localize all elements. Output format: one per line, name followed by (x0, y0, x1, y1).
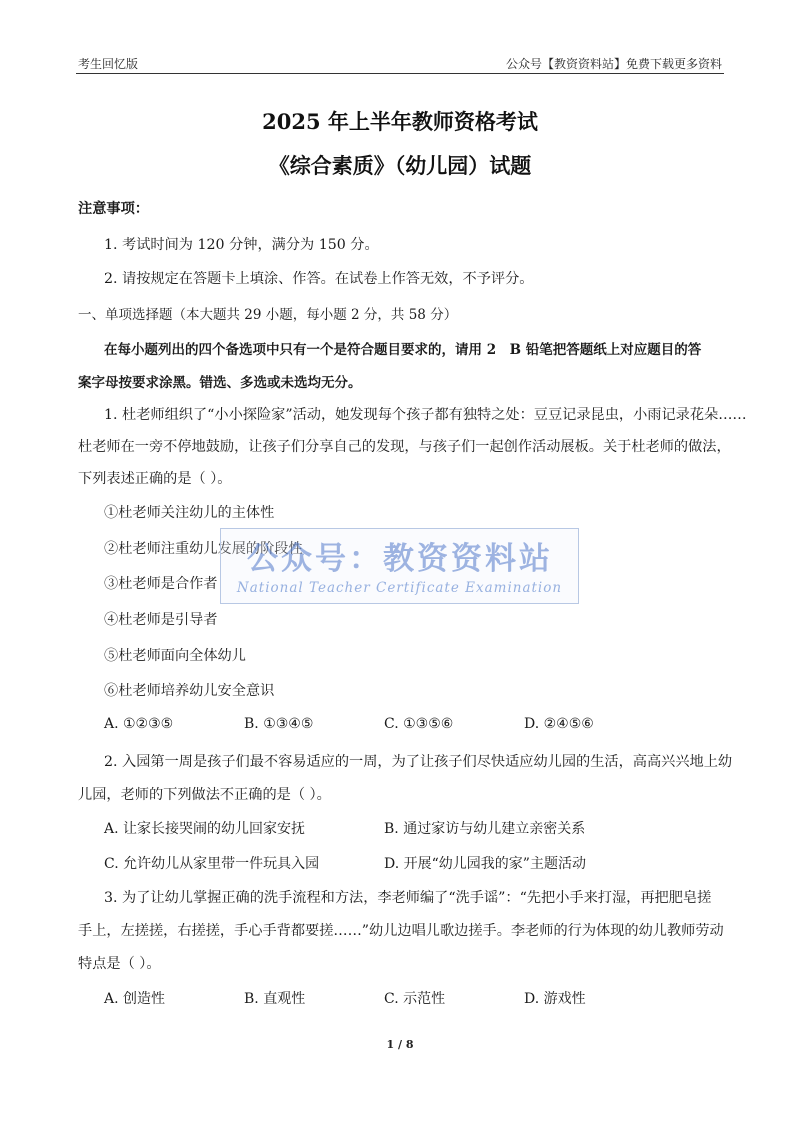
option-a: A. ①②③⑤ (104, 716, 174, 732)
section-instruction: 案字母按要求涂黑。错选、多选或未选均无分。 (78, 375, 362, 391)
option-b: B. ①③④⑤ (244, 716, 314, 732)
watermark (220, 528, 579, 604)
statement: ⑥杜老师培养幼儿安全意识 (104, 683, 275, 699)
exam-title: 2025 年上半年教师资格考试 (262, 109, 538, 134)
question-stem: 下列表述正确的是（ ）。 (78, 471, 232, 487)
statement: ②杜老师注重幼儿发展的阶段性 (104, 541, 303, 557)
header-divider (76, 73, 724, 74)
watermark-sub: National Teacher Certificate Examination (236, 580, 563, 596)
question-stem: 1. 杜老师组织了“小小探险家”活动，她发现每个孩子都有独特之处：豆豆记录昆虫，小雨记录花朵…… (104, 407, 747, 423)
question-stem: 儿园，老师的下列做法不正确的是（ ）。 (78, 787, 331, 803)
statement: ⑤杜老师面向全体幼儿 (104, 648, 246, 664)
statement: ③杜老师是合作者 (104, 576, 218, 592)
section-instruction: 在每小题列出的四个备选项中只有一个是符合题目要求的，请用 2 B 铅笔把答题纸上对应题目的答 (104, 342, 702, 358)
option-c: C. ①③⑤⑥ (384, 716, 454, 732)
notice-heading: 注意事项： (78, 201, 149, 217)
question-stem: 3. 为了让幼儿掌握正确的洗手流程和方法，李老师编了“洗手谣”：“先把小手来打湿，再把肥皂搓 (104, 890, 712, 906)
page-number: 1 / 8 (386, 1038, 414, 1051)
question-stem: 特点是（ ）。 (78, 956, 161, 972)
option-b: B. 直观性 (244, 991, 306, 1007)
option-c: C. 示范性 (384, 991, 446, 1007)
notice-item: 2. 请按规定在答题卡上填涂、作答。在试卷上作答无效，不予评分。 (104, 271, 534, 287)
exam-subtitle: 《综合素质》（幼儿园）试题 (268, 153, 532, 178)
header-right-label: 公众号【教资资料站】免费下载更多资料 (505, 57, 722, 71)
option-a: A. 创造性 (104, 991, 166, 1007)
notice-item: 1. 考试时间为 120 分钟，满分为 150 分。 (104, 237, 379, 253)
option-d: D. 游戏性 (524, 991, 586, 1007)
option-a: A. 让家长接哭闹的幼儿回家安抚 (104, 821, 306, 837)
watermark-main: 公众号：教资资料站 (247, 541, 553, 577)
question-stem: 杜老师在一旁不停地鼓励，让孩子们分享自己的发现，与孩子们一起创作活动展板。关于杜老师的做法， (78, 439, 731, 455)
header-left-label: 考生回忆版 (78, 57, 139, 71)
option-b: B. 通过家访与幼儿建立亲密关系 (384, 821, 586, 837)
option-c: C. 允许幼儿从家里带一件玩具入园 (104, 856, 320, 872)
statement: ①杜老师关注幼儿的主体性 (104, 505, 275, 521)
option-d: D. ②④⑤⑥ (524, 716, 594, 732)
option-d: D. 开展“幼儿园我的家”主题活动 (384, 856, 586, 872)
question-stem: 2. 入园第一周是孩子们最不容易适应的一周，为了让孩子们尽快适应幼儿园的生活，高高兴兴地上幼 (104, 754, 733, 770)
question-stem: 手上，左搓搓，右搓搓，手心手背都要搓……”幼儿边唱儿歌边搓手。李老师的行为体现的幼儿教师劳动 (78, 923, 724, 939)
statement: ④杜老师是引导者 (104, 612, 218, 628)
section-title: 一、单项选择题（本大题共 29 小题，每小题 2 分，共 58 分） (78, 307, 458, 323)
